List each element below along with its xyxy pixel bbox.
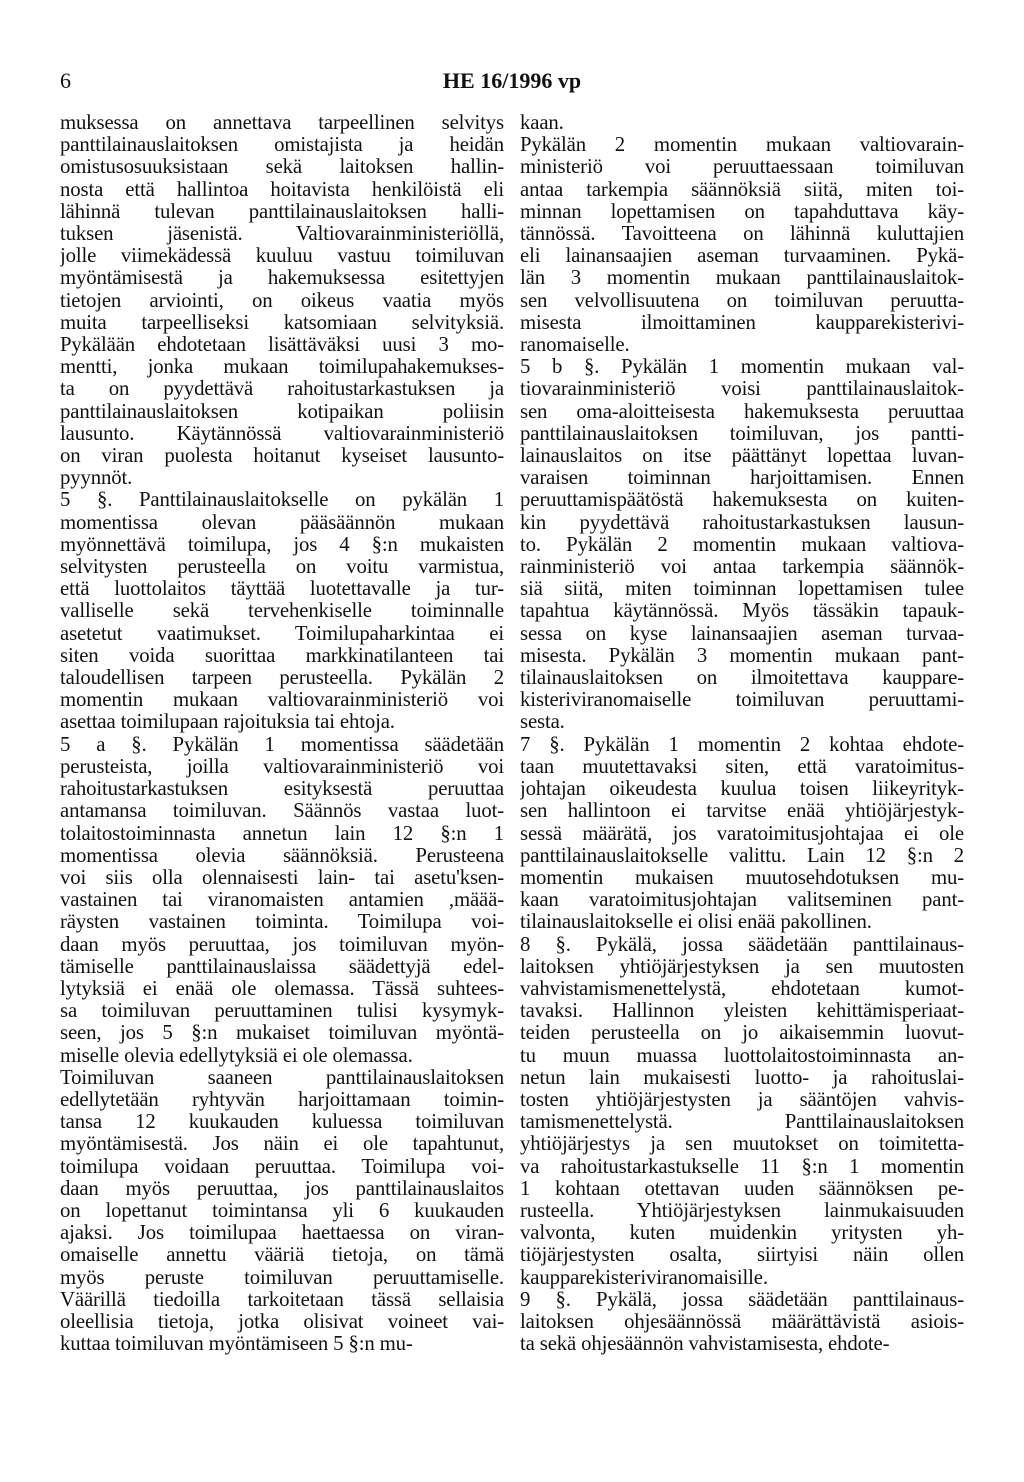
- document-identifier: HE 16/1996 vp: [442, 68, 582, 93]
- text-line: antaa tarkempia säännöksiä siitä, miten toi-: [520, 178, 964, 201]
- text-line: johtajan oikeudesta kuulua toisen liikeyrityk-: [520, 778, 964, 801]
- text-line: lausunto. Käytännössä valtiovarainministeriö: [60, 422, 504, 445]
- text-line: eli lainansaajien aseman turvaaminen. Pykä-: [520, 245, 964, 268]
- text-line: ajaksi. Jos toimilupaa haettaessa on viran-: [60, 1222, 504, 1245]
- text-line: omaiselle annettu vääriä tietoja, on tämä: [60, 1244, 504, 1267]
- text-line: momentin mukaisen muutosehdotuksen mu-: [520, 866, 964, 889]
- text-line: ministeriö voi peruuttaessaan toimiluvan: [520, 156, 964, 179]
- text-line: tu muun muassa luottolaitostoiminnasta an-: [520, 1044, 964, 1067]
- text-line: tiovarainministeriö voisi panttilainauslaitok-: [520, 378, 964, 401]
- text-line: ranomaiselle.: [520, 334, 630, 357]
- text-line: omistusosuuksistaan sekä laitoksen hallin-: [60, 156, 504, 179]
- text-line: on viran puolesta hoitanut kyseiset lausunto-: [60, 445, 504, 468]
- text-line: panttilainauslaitoksen toimiluvan, jos pantti-: [520, 422, 964, 445]
- text-line: asetetut vaatimukset. Toimilupaharkintaa ei: [60, 622, 504, 645]
- text-line: vastainen tai viranomaisten antamien ,määä-: [60, 889, 504, 912]
- text-line: muita tarpeelliseksi katsomiaan selvityksiä.: [60, 311, 504, 334]
- text-line: daan myös peruuttaa, jos toimiluvan myön-: [60, 933, 504, 956]
- right-text-column: [520, 112, 964, 1355]
- text-line: muksessa on annettava tarpeellinen selvitys: [60, 112, 504, 134]
- text-line: tilainauslaitokselle ei olisi enää pakollinen.: [520, 911, 872, 934]
- text-line: kaupparekisteriviranomaisille.: [520, 1266, 768, 1289]
- text-line: misesta ilmoittaminen kaupparekisterivi-: [520, 311, 964, 334]
- text-line: on lopettanut toimintansa yli 6 kuukauden: [60, 1199, 504, 1222]
- text-line: to. Pykälän 2 momentin mukaan valtiova-: [520, 533, 964, 556]
- text-line: sessa on kyse lainansaajien aseman turvaa-: [520, 622, 964, 645]
- text-line: taan muutettavaksi siten, että varatoimitus-: [520, 755, 964, 778]
- text-line: myöntämisestä. Jos näin ei ole tapahtunut,: [60, 1133, 504, 1156]
- text-line: kaan varatoimitusjohtajan valitseminen pant-: [520, 889, 964, 912]
- text-line: rainministeriö voi antaa tarkempia säännök-: [520, 556, 964, 579]
- text-line: momentin mukaan valtiovarainministeriö voi: [60, 689, 504, 712]
- text-line: että luottolaitos täyttää luotettavalle ja tur-: [60, 578, 504, 601]
- text-line: lähinnä tulevan panttilainauslaitoksen halli-: [60, 200, 504, 223]
- text-line: 8 §. Pykälä, jossa säädetään panttilainaus-: [520, 933, 964, 956]
- text-line: myös peruste toimiluvan peruuttamiselle.: [60, 1266, 504, 1289]
- text-line: tansa 12 kuukauden kuluessa toimiluvan: [60, 1111, 504, 1134]
- page-number: 6: [60, 68, 71, 93]
- text-line: tietojen arviointi, on oikeus vaatia myös: [60, 289, 504, 312]
- text-line: valliselle sekä tervehenkiselle toiminnalle: [60, 600, 504, 623]
- text-line: edellytetään ryhtyvän harjoittamaan toimin-: [60, 1088, 504, 1111]
- text-line: 5 §. Panttilainauslaitokselle on pykälän 1: [60, 489, 504, 512]
- text-line: kaan.: [520, 112, 564, 134]
- text-line: tolaitostoiminnasta annetun lain 12 §:n 1: [60, 822, 504, 845]
- text-line: kin pyydettävä rahoitustarkastuksen lausun-: [520, 511, 964, 534]
- text-line: toimilupa voidaan peruuttaa. Toimilupa voi-: [60, 1155, 504, 1178]
- text-line: tämiselle panttilainauslaissa säädettyjä edel-: [60, 955, 504, 978]
- text-line: laitoksen yhtiöjärjestyksen ja sen muutosten: [520, 955, 964, 978]
- text-line: sessä määrätä, jos varatoimitusjohtajaa ei ole: [520, 822, 964, 845]
- text-line: perusteista, joilla valtiovarainministeriö voi: [60, 755, 504, 778]
- text-line: 5 a §. Pykälän 1 momentissa säädetään: [60, 733, 504, 756]
- text-line: momentissa olevia säännöksiä. Perusteena: [60, 844, 504, 867]
- text-line: teiden perusteella on jo aikaisemmin luovut-: [520, 1022, 964, 1045]
- left-text-column: [60, 112, 504, 1355]
- text-line: vahvistamismenettelystä, ehdotetaan kumot-: [520, 977, 964, 1000]
- text-line: rusteella. Yhtiöjärjestyksen lainmukaisuuden: [520, 1199, 964, 1222]
- page-header: [60, 64, 964, 98]
- text-line: Pykälään ehdotetaan lisättäväksi uusi 3 mo-: [60, 334, 504, 357]
- text-line: 9 §. Pykälä, jossa säädetään panttilainaus-: [520, 1288, 964, 1311]
- text-line: nosta että hallintoa hoitavista henkilöistä eli: [60, 178, 504, 201]
- text-line: tapahtua käytännössä. Myös tässäkin tapauk-: [520, 600, 964, 623]
- text-line: räysten vastainen toiminta. Toimilupa voi-: [60, 911, 504, 934]
- text-line: myöntämisestä ja hakemuksessa esitettyjen: [60, 267, 504, 290]
- text-line: netun lain mukaisesti luotto- ja rahoituslai-: [520, 1066, 964, 1089]
- text-line: tosten yhtiöjärjestysten ja sääntöjen vahvis-: [520, 1088, 964, 1111]
- text-line: tavaksi. Hallinnon yleisten kehittämisperiaat-: [520, 1000, 964, 1023]
- text-line: tännössä. Tavoitteena on lähinnä kuluttajien: [520, 223, 964, 246]
- text-line: sen hallintoon ei tarvitse enää yhtiöjärjestyk-: [520, 800, 964, 823]
- text-line: lainauslaitos on itse päättänyt lopettaa luvan-: [520, 445, 964, 468]
- text-line: sesta.: [520, 711, 565, 734]
- text-line: 5 b §. Pykälän 1 momentin mukaan val-: [520, 356, 964, 379]
- text-line: minnan lopettamisen on tapahduttava käy-: [520, 200, 964, 223]
- text-line: laitoksen ohjesäännössä määrättävistä asiois-: [520, 1310, 964, 1333]
- text-line: kisteriviranomaiselle toimiluvan peruuttami-: [520, 689, 964, 712]
- text-line: momentissa olevan pääsäännön mukaan: [60, 511, 504, 534]
- text-line: seen, jos 5 §:n mukaiset toimiluvan myöntä-: [60, 1022, 504, 1045]
- text-line: varaisen toiminnan harjoittamisen. Ennen: [520, 467, 964, 490]
- text-line: Toimiluvan saaneen panttilainauslaitoksen: [60, 1066, 504, 1089]
- text-line: län 3 momentin mukaan panttilainauslaitok-: [520, 267, 964, 290]
- text-line: antamansa toimiluvan. Säännös vastaa luot-: [60, 800, 504, 823]
- text-line: valvonta, kuten muidenkin yritysten yh-: [520, 1222, 964, 1245]
- text-line: kuttaa toimiluvan myöntämiseen 5 §:n mu-: [60, 1333, 413, 1356]
- text-line: panttilainauslaitokselle valittu. Lain 12 §:n 2: [520, 844, 964, 867]
- text-line: siten voida suorittaa markkinatilanteen tai: [60, 644, 504, 667]
- text-line: sa toimiluvan peruuttaminen tulisi kysymyk-: [60, 1000, 504, 1023]
- text-line: yhtiöjärjestys ja sen muutokset on toimitetta-: [520, 1133, 964, 1156]
- text-line: taloudellisen tarpeen perusteella. Pykälän 2: [60, 667, 504, 690]
- text-line: tuksen jäsenistä. Valtiovarainministeriöllä,: [60, 223, 504, 246]
- text-line: panttilainauslaitoksen kotipaikan poliisin: [60, 400, 504, 423]
- text-line: rahoitustarkastuksen esityksestä peruuttaa: [60, 778, 504, 801]
- text-line: Pykälän 2 momentin mukaan valtiovarain-: [520, 134, 964, 157]
- text-line: tilainauslaitoksen on ilmoitettava kauppare-: [520, 667, 964, 690]
- text-line: misesta. Pykälän 3 momentin mukaan pant-: [520, 644, 964, 667]
- text-line: miselle olevia edellytyksiä ei ole olemassa.: [60, 1044, 413, 1067]
- text-line: lytyksiä ei enää ole olemassa. Tässä suhtees-: [60, 977, 504, 1000]
- text-line: tiöjärjestysten osalta, siirtyisi näin ollen: [520, 1244, 964, 1267]
- text-line: 7 §. Pykälän 1 momentin 2 kohtaa ehdote-: [520, 733, 964, 756]
- text-line: va rahoitustarkastukselle 11 §:n 1 momentin: [520, 1155, 964, 1178]
- text-line: pyynnöt.: [60, 467, 133, 490]
- text-line: siä siitä, miten toiminnan lopettamisen tulee: [520, 578, 964, 601]
- text-line: voi siis olla olennaisesti lain- tai asetu'ksen-: [60, 866, 504, 889]
- text-line: sen oma-aloitteisesta hakemuksesta peruuttaa: [520, 400, 964, 423]
- text-line: asettaa toimilupaan rajoituksia tai ehtoja.: [60, 711, 395, 734]
- text-line: Väärillä tiedoilla tarkoitetaan tässä sellaisia: [60, 1288, 504, 1311]
- text-line: mentti, jonka mukaan toimilupahakemukses-: [60, 356, 504, 379]
- text-line: ta on pyydettävä rahoitustarkastuksen ja: [60, 378, 504, 401]
- text-line: jolle viimekädessä kuuluu vastuu toimiluvan: [60, 245, 504, 268]
- text-line: daan myös peruuttaa, jos panttilainauslaitos: [60, 1177, 504, 1200]
- text-line: panttilainauslaitoksen omistajista ja heidän: [60, 134, 504, 157]
- text-line: 1 kohtaan otettavan uuden säännöksen pe-: [520, 1177, 964, 1200]
- text-line: ta sekä ohjesäännön vahvistamisesta, ehdote-: [520, 1333, 890, 1356]
- text-line: selvitysten perusteella on voitu varmistua,: [60, 556, 504, 579]
- text-line: tamismenettelystä. Panttilainauslaitoksen: [520, 1111, 964, 1134]
- text-line: oleellisia tietoja, jotka olisivat voineet vai-: [60, 1310, 504, 1333]
- text-line: myönnettävä toimilupa, jos 4 §:n mukaisten: [60, 533, 504, 556]
- text-line: peruuttamispäätöstä hakemuksesta on kuiten-: [520, 489, 964, 512]
- text-line: sen velvollisuutena on toimiluvan peruutta-: [520, 289, 964, 312]
